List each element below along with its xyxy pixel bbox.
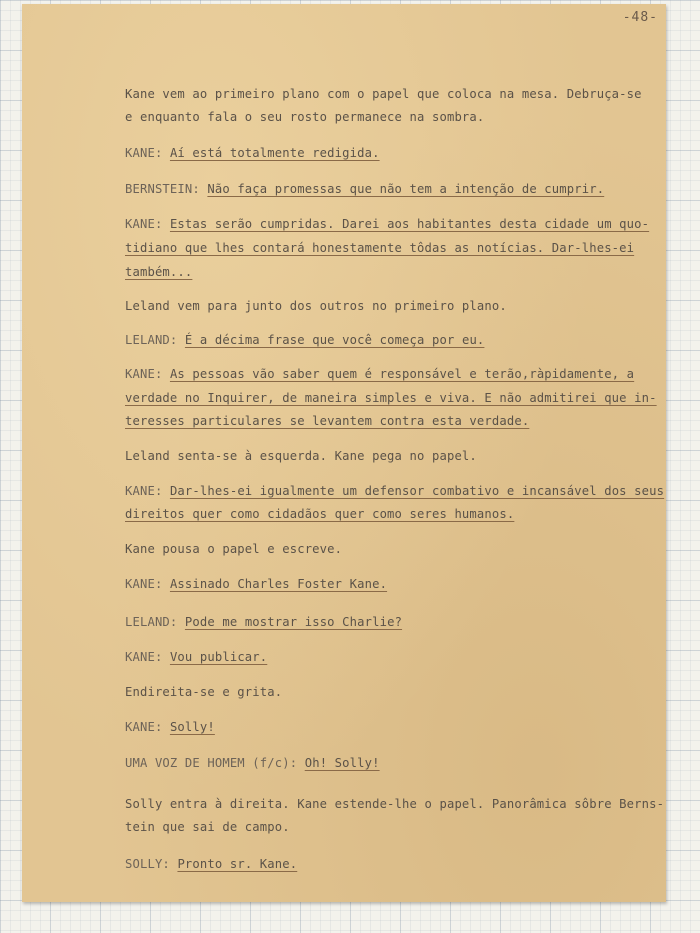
dialogue-text: Oh! Solly!: [304, 756, 380, 770]
dialogue-text: É a décima frase que você começa por eu.: [184, 333, 485, 347]
typewritten-page: [22, 4, 666, 902]
dialogue-text: Solly!: [169, 720, 215, 734]
speaker-name: KANE:: [125, 367, 163, 381]
page-number: -48-: [622, 10, 658, 25]
dialogue-line: [125, 217, 649, 231]
dialogue-continuation: tidiano que lhes contará honestamente tôdas as notícias. Dar-lhes-ei: [125, 241, 635, 255]
dialogue-line: [125, 367, 634, 381]
dialogue-continuation: direitos quer como cidadãos quer como seres humanos.: [125, 507, 515, 521]
speaker-name: KANE:: [125, 146, 163, 160]
dialogue-text: As pessoas vão saber quem é responsável e terão,ràpidamente, a: [169, 367, 635, 381]
dialogue-line: [125, 333, 484, 347]
stage-direction: Kane pousa o papel e escreve.: [125, 542, 343, 556]
stage-direction: tein que sai de campo.: [125, 820, 290, 834]
dialogue-continuation: teresses particulares se levantem contra esta verdade.: [125, 414, 530, 428]
stage-direction: Solly entra à direita. Kane estende-lhe o papel. Panorâmica sôbre Berns-: [125, 797, 665, 811]
stage-direction: Leland senta-se à esquerda. Kane pega no papel.: [125, 449, 477, 463]
speaker-name: SOLLY:: [125, 857, 170, 871]
dialogue-text: Não faça promessas que não tem a intenção de cumprir.: [207, 182, 605, 196]
dialogue-line: [125, 650, 267, 664]
stage-direction: Leland vem para junto dos outros no primeiro plano.: [125, 299, 507, 313]
dialogue-continuation: também...: [125, 265, 193, 279]
dialogue-text: Pronto sr. Kane.: [177, 857, 298, 871]
dialogue-text: Pode me mostrar isso Charlie?: [184, 615, 403, 629]
stage-direction: e enquanto fala o seu rosto permanece na sombra.: [125, 110, 485, 124]
speaker-name: LELAND:: [125, 333, 178, 347]
dialogue-text: Assinado Charles Foster Kane.: [169, 577, 388, 591]
dialogue-line: [125, 484, 664, 498]
dialogue-text: Aí está totalmente redigida.: [169, 146, 380, 160]
dialogue-text: Vou publicar.: [169, 650, 268, 664]
dialogue-line: [125, 720, 215, 734]
speaker-name: KANE:: [125, 577, 163, 591]
stage-direction: Kane vem ao primeiro plano com o papel que coloca na mesa. Debruça-se: [125, 87, 642, 101]
speaker-name: BERNSTEIN:: [125, 182, 200, 196]
dialogue-continuation: verdade no Inquirer, de maneira simples e viva. E não admitirei que in-: [125, 391, 657, 405]
speaker-name: UMA VOZ DE HOMEM (f/c):: [125, 756, 298, 770]
dialogue-line: [125, 182, 604, 196]
dialogue-line: [125, 577, 387, 591]
dialogue-line: [125, 857, 297, 871]
dialogue-text: Estas serão cumpridas. Darei aos habitantes desta cidade um quo-: [169, 217, 650, 231]
dialogue-line: [125, 146, 380, 160]
speaker-name: KANE:: [125, 217, 163, 231]
stage-direction: Endireita-se e grita.: [125, 685, 283, 699]
dialogue-text: Dar-lhes-ei igualmente um defensor combativo e incansável dos seus: [169, 484, 665, 498]
speaker-name: KANE:: [125, 650, 163, 664]
dialogue-line: [125, 756, 380, 770]
dialogue-line: [125, 615, 402, 629]
speaker-name: KANE:: [125, 484, 163, 498]
speaker-name: LELAND:: [125, 615, 178, 629]
speaker-name: KANE:: [125, 720, 163, 734]
